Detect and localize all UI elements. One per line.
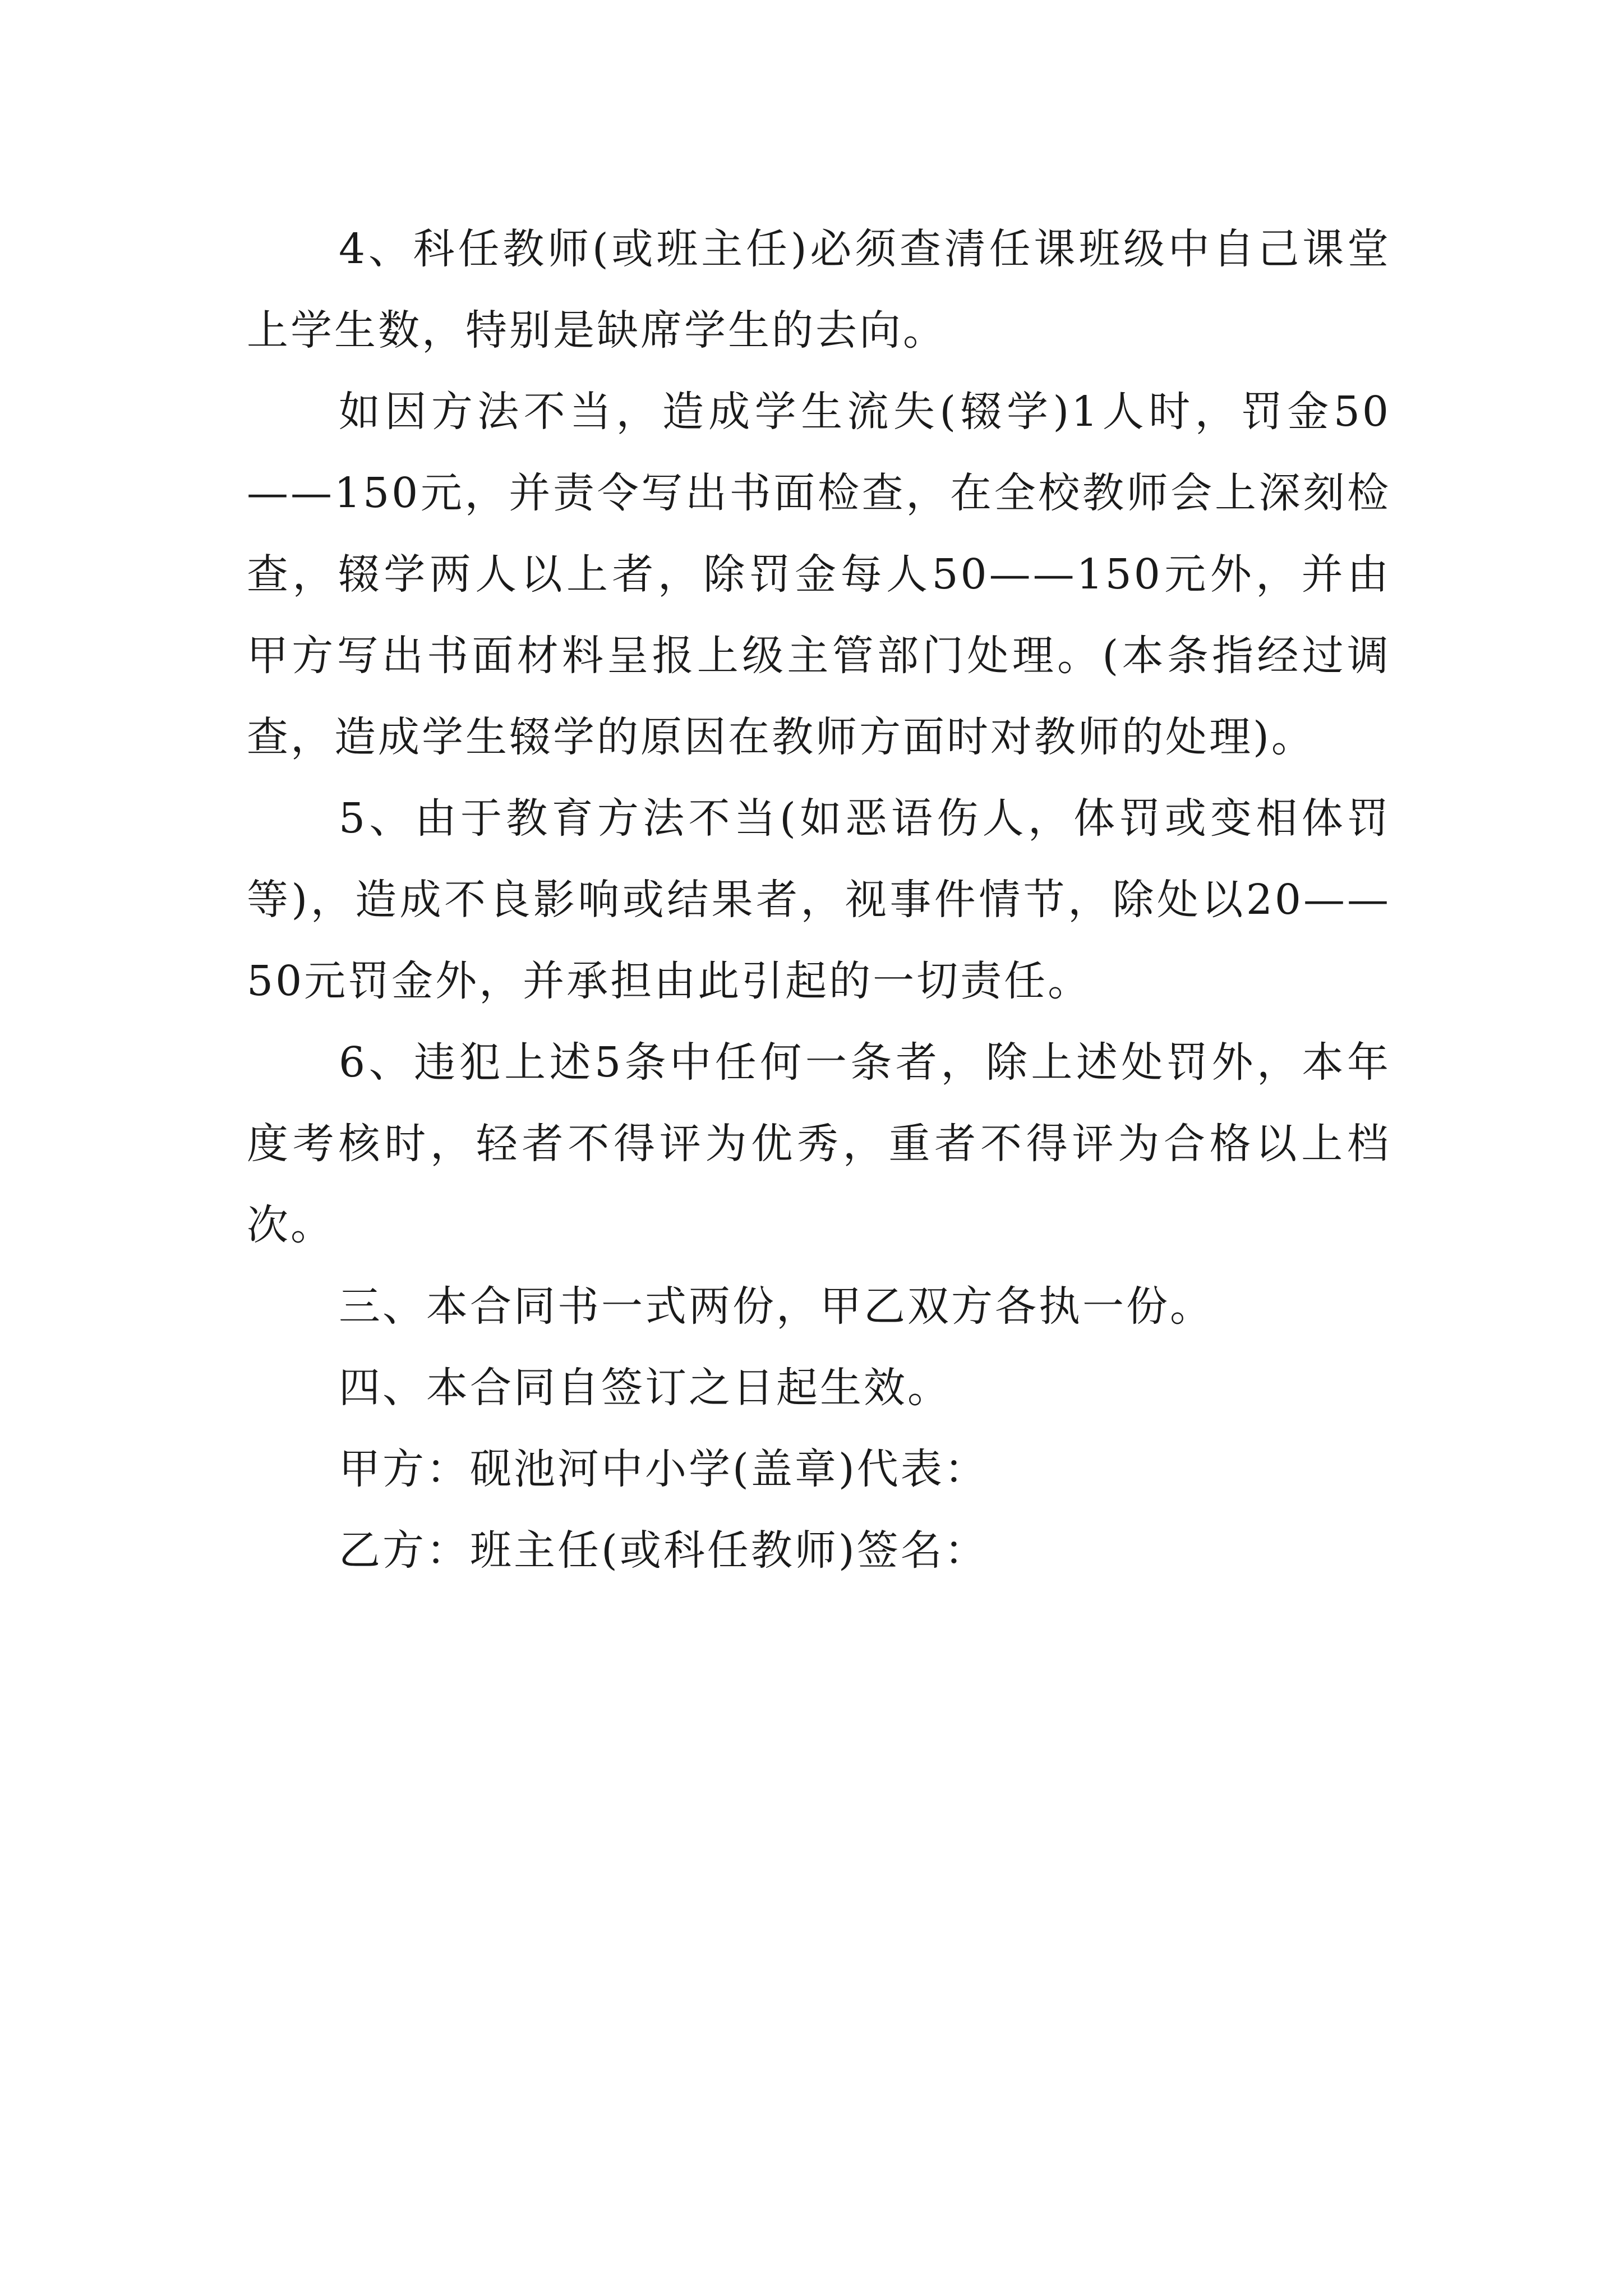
clause-5-paragraph: 5、由于教育方法不当(如恶语伤人，体罚或变相体罚等)，造成不良影响或结果者，视事件情节，除处以20——50元罚金外，并承担由此引起的一切责任。 — [247, 794, 1391, 1005]
section-4-paragraph: 四、本合同自签订之日起生效。 — [339, 1364, 951, 1412]
document-body — [247, 209, 1391, 1591]
clause-4-paragraph: 4、科任教师(或班主任)必须查清任课班级中自己课堂上学生数，特别是缺席学生的去向。 — [247, 225, 1391, 355]
party-b-signature-line: 乙方：班主任(或科任教师)签名： — [339, 1526, 988, 1575]
party-a-signature-line: 甲方：砚池河中小学(盖章)代表： — [339, 1445, 988, 1493]
clause-6-paragraph: 6、违犯上述5条中任何一条者，除上述处罚外，本年度考核时，轻者不得评为优秀，重者不得评为合格以上档次。 — [247, 1038, 1391, 1249]
section-3-paragraph: 三、本合同书一式两份，甲乙双方各执一份。 — [339, 1282, 1214, 1331]
dropout-penalty-paragraph: 如因方法不当，造成学生流失(辍学)1人时，罚金50——150元，并责令写出书面检查，在全校教师会上深刻检查，辍学两人以上者，除罚金每人50——150元外，并由甲方写出书面材料呈报上级主管部门处理。(本条指经过调查，造成学生辍学的原因在教师方面时对教师的处理)。 — [247, 388, 1391, 761]
